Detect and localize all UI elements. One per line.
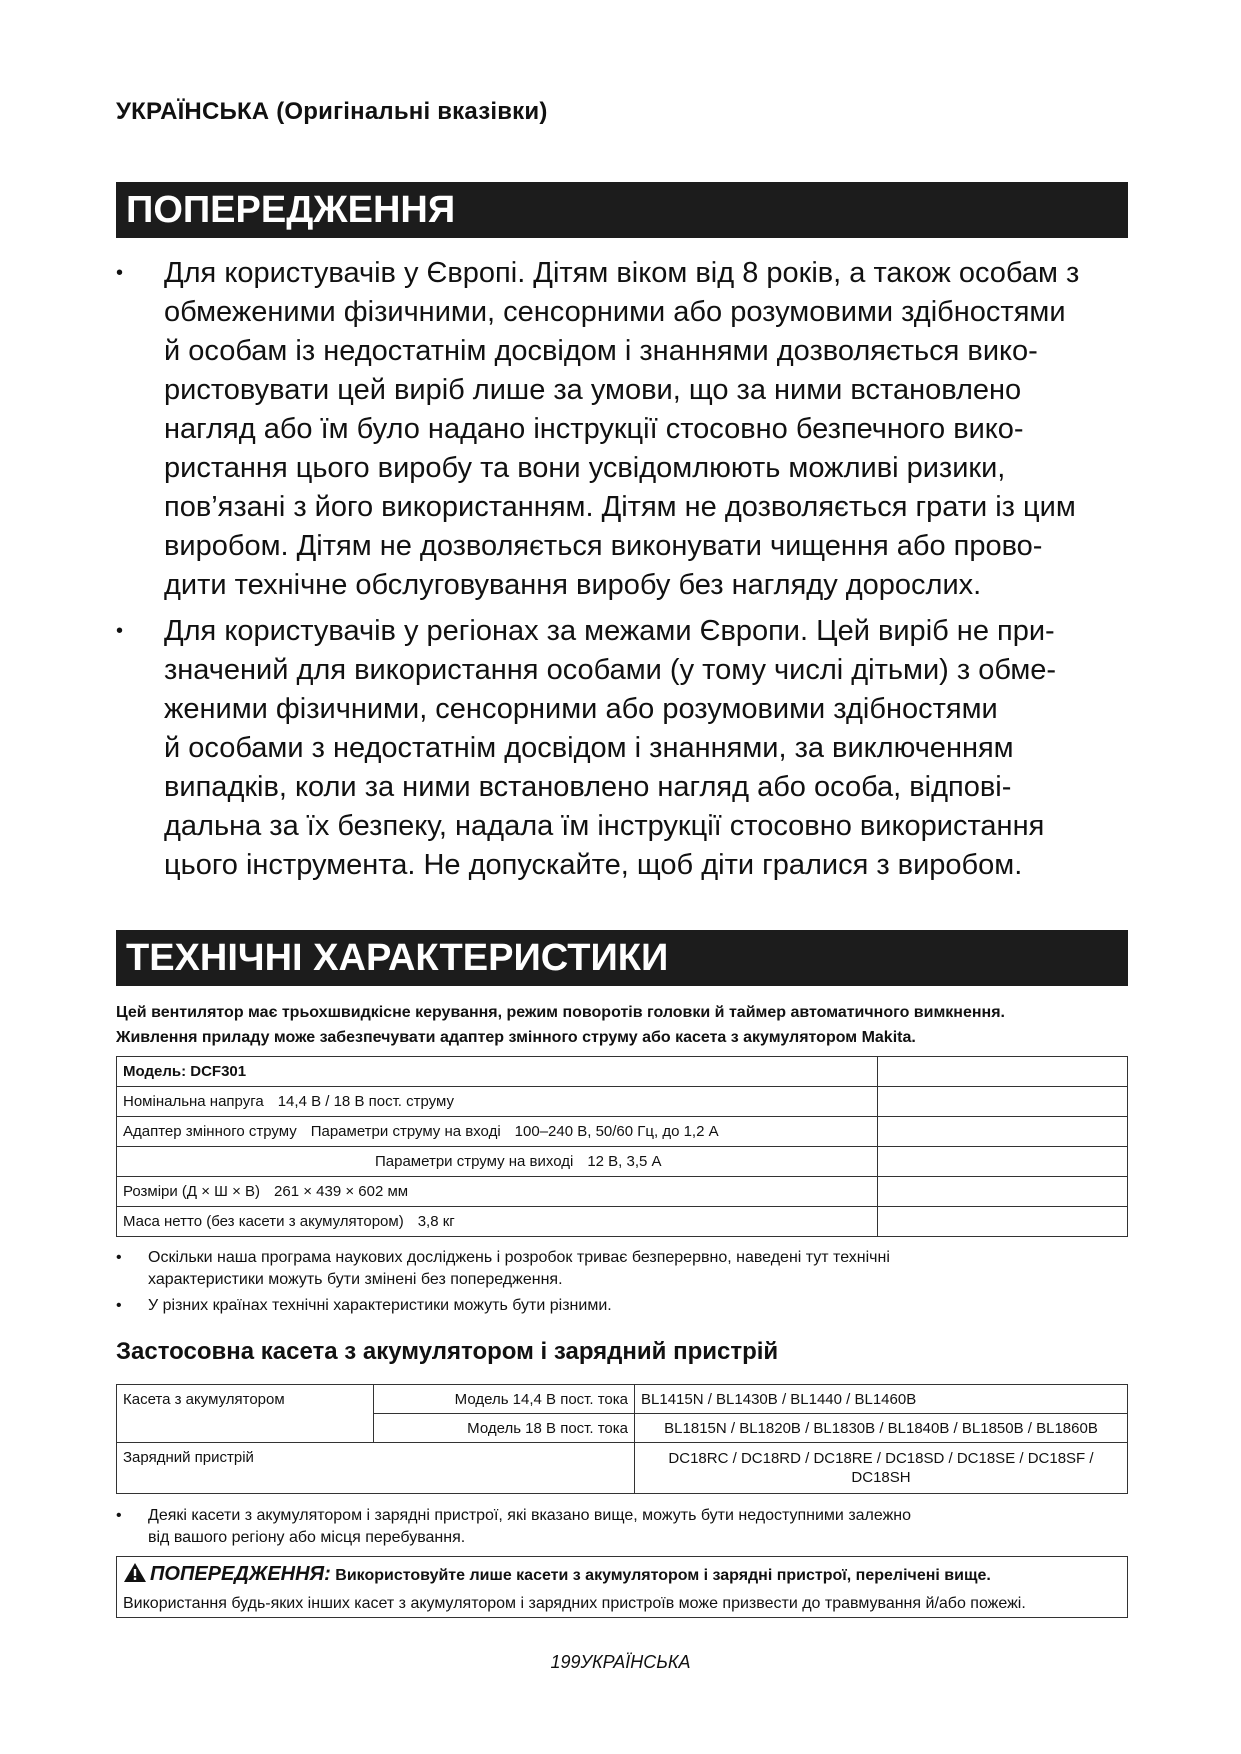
table-row: Параметри струму на виході 12 В, 3,5 А <box>117 1147 1128 1177</box>
table-row <box>117 1057 1128 1087</box>
bullet-dot: • <box>116 620 124 642</box>
battery-warning-box: ПОПЕРЕДЖЕННЯ: Використовуйте лише касети з акумулятором і зарядні пристрої, перелічені вище. Використання будь-яких інших касет з акумулятором і зарядних пристроїв може призвести до травмування й/або пожежі. <box>116 1556 1128 1618</box>
spec-notes <box>116 1247 1136 1321</box>
list-item: • Оскільки наша програма наукових досліджень і розробок триває безперервно, наведені тут технічні характеристики можуть бути змінені без попередження. <box>116 1249 890 1288</box>
warning-triangle-icon <box>123 1562 147 1592</box>
language-header: УКРАЇНСЬКА (Оригінальні вказівки) <box>116 98 548 125</box>
spec-section-title: ТЕХНІЧНІ ХАРАКТЕРИСТИКИ <box>116 930 1128 986</box>
page-footer: 199УКРАЇНСЬКА <box>550 1652 691 1672</box>
warning-label: ПОПЕРЕДЖЕННЯ: <box>150 1563 331 1585</box>
spec-table <box>116 1056 1128 1237</box>
warning-bullet-list-1 <box>116 254 1136 605</box>
bullet-dot: • <box>116 1297 122 1314</box>
bullet-dot: • <box>116 262 124 284</box>
list-item: • Для користувачів у Європі. Дітям віком від 8 років, а також особам з обмеженими фізичними, сенсорними або розумовими здібностями й особам із недостатнім досвідом і знаннями дозволяється вико- ристовувати цей виріб лише за умови, що за ними встановлено нагляд або їм було надано інструкції стосовно безпечного вико- ристання цього виробу та вони усвідомлюють можливі ризики, пов’язані з його використанням. Дітям не дозволяється грати із цим виробом. Дітям не дозволяється виконувати чищення або прово- дити технічне обслуговування виробу без нагляду дорослих. <box>116 254 1136 605</box>
spec-intro: Цей вентилятор має трьохшвидкісне керування, режим поворотів головки й таймер автоматичного вимкнення. Живлення приладу може забезпечувати адаптер змінного струму або касета з акумулятором Makita. <box>116 1004 1005 1046</box>
table-row: Маса нетто (без касети з акумулятором) 3,8 кг <box>117 1207 1128 1237</box>
warning-section-title: ПОПЕРЕДЖЕННЯ <box>116 182 1128 238</box>
battery-table <box>116 1384 1128 1494</box>
battery-notes <box>116 1505 1136 1553</box>
table-row: Зарядний пристрій DC18RC / DC18RD / DC18RE / DC18SD / DC18SE / DC18SF / DC18SH <box>117 1443 1128 1494</box>
table-row: Розміри (Д × Ш × В) 261 × 439 × 602 мм <box>117 1177 1128 1207</box>
model-cell: Модель: DCF301 <box>117 1057 878 1087</box>
table-row: Модель 18 В пост. тока BL1815N / BL1820B / BL1830B / BL1840B / BL1850B / BL1860B <box>117 1414 1128 1443</box>
table-row: Номінальна напруга 14,4 В / 18 В пост. струму <box>117 1087 1128 1117</box>
list-item: • Деякі касети з акумулятором і зарядні пристрої, які вказано вище, можуть бути недоступними залежно від вашого регіону або місця перебування. <box>116 1507 912 1546</box>
battery-section-title: Застосовна касета з акумулятором і зарядний пристрій <box>116 1338 779 1365</box>
bullet-dot: • <box>116 1249 122 1266</box>
list-item: • Для користувачів у регіонах за межами Європи. Цей виріб не при- значений для використання особами (у тому числі дітьми) з обме- женими фізичними, сенсорними або розумовими здібностями й особами з недостатнім досвідом і знаннями, за виключенням випадків, коли за ними встановлено нагляд або особа, відпові- дальна за їх безпеку, надала їм інструкції стосовно використання цього інструмента. Не допускайте, щоб діти гралися з виробом. <box>116 612 1136 885</box>
bullet-dot: • <box>116 1507 122 1524</box>
table-row: Адаптер змінного струму Параметри струму на вході 100–240 В, 50/60 Гц, до 1,2 А <box>117 1117 1128 1147</box>
table-row: Касета з акумулятором Модель 14,4 В пост. тока BL1415N / BL1430B / BL1440 / BL1460B <box>117 1385 1128 1414</box>
warning-bullet-list-2 <box>116 612 1136 885</box>
list-item: • У різних країнах технічні характеристики можуть бути різними. <box>116 1295 1136 1317</box>
page-number: 199 <box>550 1652 581 1672</box>
